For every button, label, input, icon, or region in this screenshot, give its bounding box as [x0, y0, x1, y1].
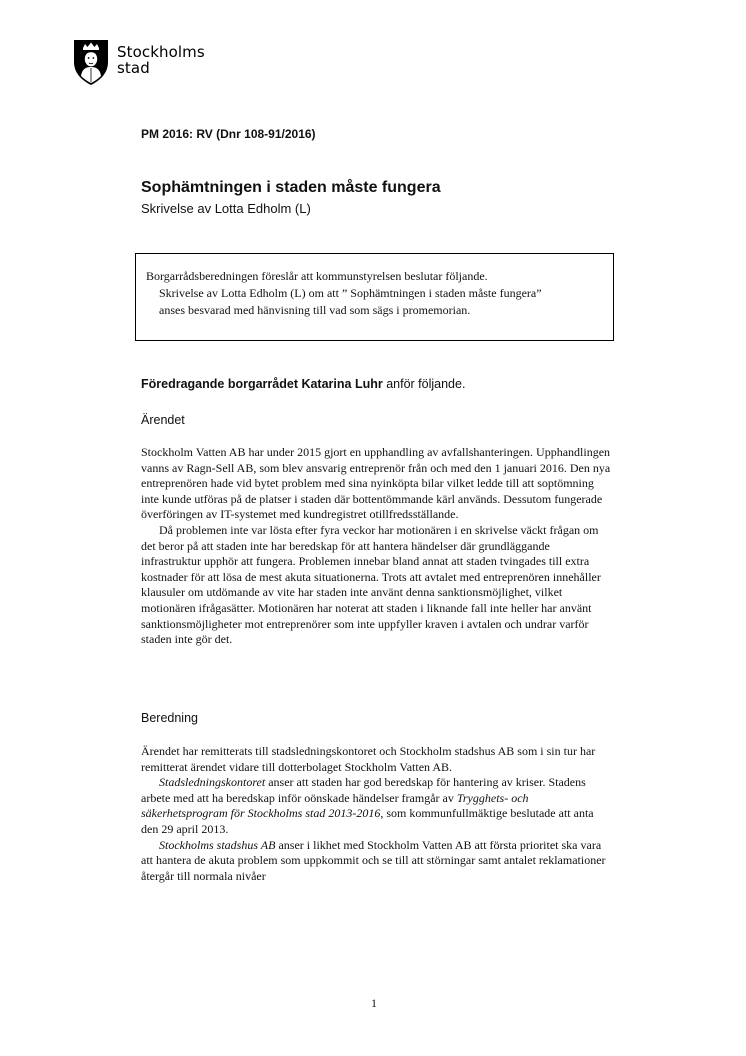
section-body-beredning: [141, 744, 611, 884]
beredning-paragraph-2: [141, 775, 611, 837]
beredning-p2-text-b: , som kommunfullmäktige beslutade att anta den 29 april 2013.: [141, 806, 594, 836]
city-shield-icon: [73, 38, 109, 86]
decision-line-3: anses besvarad med hänvisning till vad som sägs i promemorian.: [159, 303, 471, 317]
beredning-p2-text-a: anser att staden har god beredskap för hantering av kriser. Stadens arbete med att ha beredskap inför oönskade händelser framgår av: [141, 775, 586, 805]
document-subtitle: Skrivelse av Lotta Edholm (L): [141, 201, 311, 216]
presenter-line: [141, 377, 465, 391]
document-title: Sophämtningen i staden måste fungera: [141, 179, 441, 196]
beredning-paragraph-3: [141, 838, 611, 885]
page-number: 1: [371, 996, 377, 1010]
section-heading-arendet: Ärendet: [141, 413, 185, 427]
stadsledningskontoret-term: Stadsledningskontoret: [159, 775, 266, 790]
beredning-p3-text: anser i likhet med Stockholm Vatten AB att första prioritet ska vara att hantera de akuta problem som uppkommit och se till att störningar samt antalet reklamationer återgår till normala nivåer: [141, 837, 606, 883]
stockholms-stad-logo: [73, 38, 205, 86]
decision-proposal-box: [135, 253, 614, 341]
section-heading-beredning: Beredning: [141, 711, 198, 725]
logo-line-1: Stockholms: [117, 43, 205, 61]
beredning-paragraph-1: Ärendet har remitterats till stadsledningskontoret och Stockholm stadshus AB som i sin tur har remitterat ärendet vidare till dotterbolaget Stockholm Vatten AB.: [141, 744, 596, 774]
program-title: Trygghets- och säkerhetsprogram för Stockholms stad 2013-2016: [141, 790, 529, 821]
section-body-arendet: [141, 445, 611, 648]
logo-wordmark: [117, 44, 205, 76]
logo-line-2: stad: [117, 59, 150, 77]
arendet-paragraph-2: Då problemen inte var lösta efter fyra veckor har motionären i en skrivelse väckt frågan om det beror på att staden inte har beredskap för att hantera händelser där grundläggande infrastruktur upphör att fungera. Problemen innebar bland annat att staden tvingades till extra kostnader för att lösa de mest akuta situationerna. Trots att avtalet med entreprenören innehåller klausuler om utdömande av vite har staden inte använt denna sanktionsmöjlighet, vilket motionären ifrågasätter. Motionären har noterat att staden i liknande fall inte heller har använt sanktionsmöjligheter mot entreprenörer som inte uppfyller kraven i avtalen och undrar varför staden inte gör det.: [141, 522, 601, 647]
presenter-name: Föredragande borgarrådet Katarina Luhr: [141, 377, 383, 391]
decision-line-1: Borgarrådsberedningen föreslår att kommunstyrelsen beslutar följande.: [146, 269, 488, 283]
arendet-paragraph-1: Stockholm Vatten AB har under 2015 gjort en upphandling av avfallshanteringen. Upphandlingen vanns av Ragn-Sell AB, som blev ansvarig entreprenör från och med den 1 januari 2016. Den nya entreprenören hade vid bytet problem med sina nyinköpta bilar vilket ledde till att soptömning inte kunde utföras på de platser i staden där bottentömmande kärl används. Dessutom fungerade överföringen av IT-systemet med kundregistret otillfredsställande.: [141, 445, 611, 522]
document-reference: PM 2016: RV (Dnr 108-91/2016): [141, 127, 316, 141]
decision-line-2: Skrivelse av Lotta Edholm (L) om att ” Sophämtningen i staden måste fungera”: [159, 286, 542, 300]
presenter-rest: anför följande.: [382, 377, 466, 391]
stadshus-term: Stockholms stadshus AB: [159, 837, 276, 852]
